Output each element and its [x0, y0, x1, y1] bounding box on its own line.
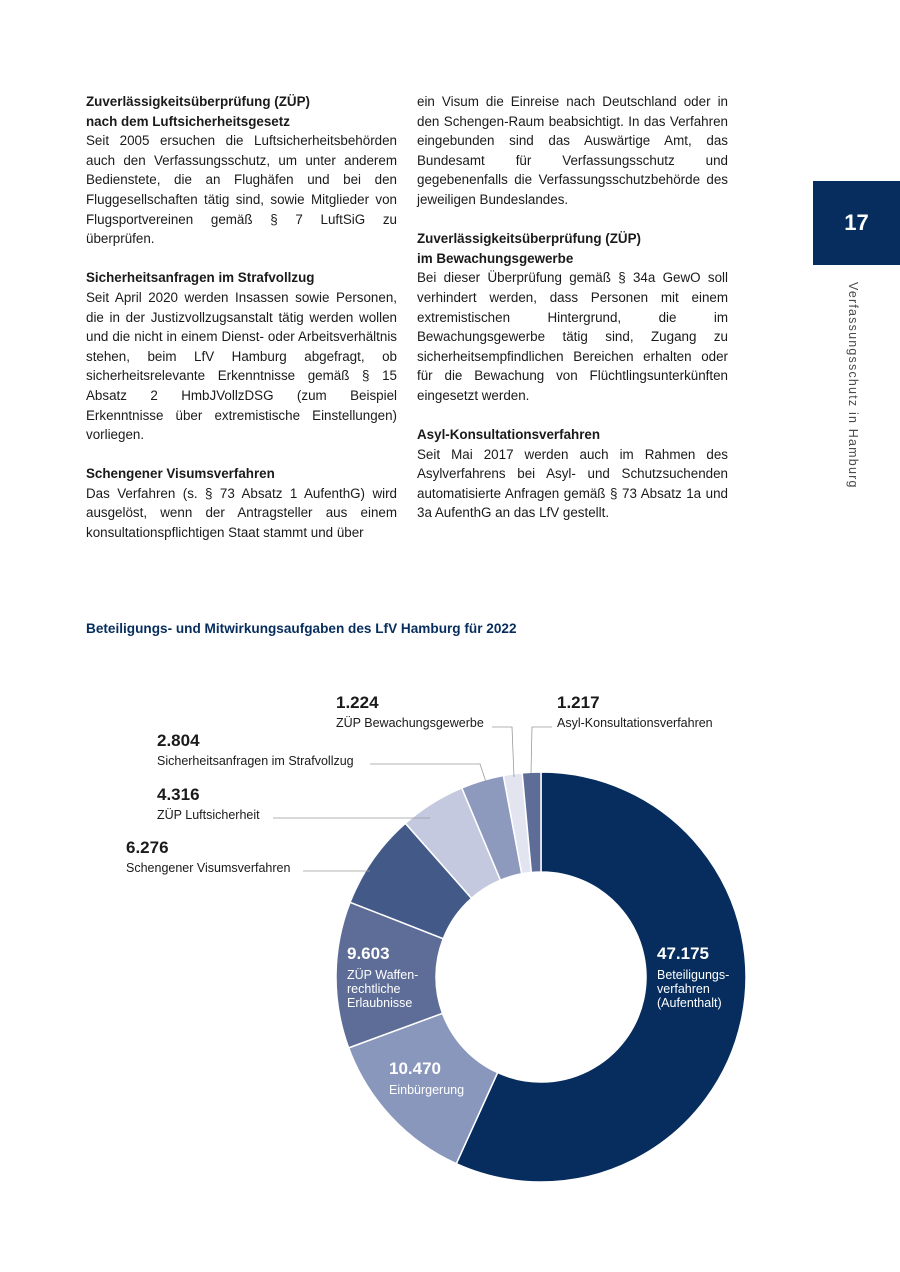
- section-heading: Schengener Visumsverfahren: [86, 466, 275, 482]
- segment-label-3: Schengener Visumsverfahren: [126, 861, 291, 875]
- chart-title: Beteiligungs- und Mitwirkungsaufgaben des LfV Hamburg für 2022: [86, 621, 517, 636]
- segment-label-0: (Aufenthalt): [657, 996, 722, 1010]
- segment-value-3: 6.276: [126, 838, 169, 857]
- segment-label-0: verfahren: [657, 982, 710, 996]
- section-heading: Asyl-Konsultationsverfahren: [417, 427, 601, 443]
- section-text: Seit Mai 2017 werden auch im Rahmen des Asylverfahrens bei Asyl- und Schutzsuchenden automatisierte Anfragen gemäß § 73 Absatz 1a und 3a AufenthG an das LfV gestellt.: [417, 446, 728, 521]
- leader-line-6: [492, 727, 514, 777]
- segment-value-4: 4.316: [157, 785, 200, 804]
- segment-label-2: Erlaubnisse: [347, 996, 413, 1010]
- section-text: Das Verfahren (s. § 73 Absatz 1 AufenthG) wird ausgelöst, wenn der Antragsteller aus einem konsultationspflichtigen Staat stammt und über: [86, 485, 397, 541]
- segment-label-0: Beteiligungs-: [657, 968, 730, 982]
- section-heading: Zuverlässigkeitsüberprüfung (ZÜP) nach dem Luftsicherheitsgesetz: [86, 94, 310, 129]
- chapter-label: Verfassungsschutz in Hamburg: [846, 282, 860, 489]
- segment-label-5: Sicherheitsanfragen im Strafvollzug: [157, 754, 354, 768]
- leader-line-7: [531, 727, 552, 773]
- segment-value-0: 47.175: [657, 944, 709, 963]
- section-text: Seit April 2020 werden Insassen sowie Personen, die in der Justizvollzugsanstalt tätig werden wollen und die nicht in einem Dienst- oder Arbeitsverhältnis stehen, beim LfV Hamburg abgefragt, ob sicherheitsrelevante Erkenntnisse gemäß § 15 Absatz 2 HmbJVollzDSG (zum Beispiel Erkenntnisse über extremistische Einstellungen) vorliegen.: [86, 289, 397, 443]
- section-heading: Sicherheitsanfragen im Strafvollzug: [86, 270, 315, 286]
- section-text: Bei dieser Überprüfung gemäß § 34a GewO soll verhindert werden, dass Personen mit einem extremistischen Hintergrund, die im Bewachungsgewerbe tätig sind, Zugang zu sicherheitsempfindlichen Bereichen erhalten oder für die Bewachung von Flüchtlingsunterkünften eingesetzt werden.: [417, 270, 728, 403]
- segment-label-2: rechtliche: [347, 982, 401, 996]
- leader-line-5: [370, 764, 486, 782]
- segment-value-2: 9.603: [347, 944, 390, 963]
- segment-label-2: ZÜP Waffen-: [347, 968, 419, 982]
- segment-label-6: ZÜP Bewachungsgewerbe: [336, 716, 484, 730]
- section-text: ein Visum die Einreise nach Deutschland oder in den Schengen-Raum beabsichtigt. In das Verfahren eingebunden sind das Auswärtige Amt, das Bundesamt für Verfassungsschutz und gegebenenfalls die Verfassungsschutzbehörde des jeweiligen Bundeslandes.: [417, 94, 728, 207]
- section-text: Seit 2005 ersuchen die Luftsicherheitsbehörden auch den Verfassungsschutz, um unter anderem Bedienstete, die an Flughäfen und bei den Fluggesellschaften tätig sind, sowie Mitglieder von Flugsportvereinen gemäß § 7 LuftSiG zu überprüfen.: [86, 133, 397, 247]
- segment-label-4: ZÜP Luftsicherheit: [157, 808, 260, 822]
- segment-value-7: 1.217: [557, 693, 600, 712]
- segment-value-5: 2.804: [157, 731, 200, 750]
- segment-value-1: 10.470: [389, 1059, 441, 1078]
- page-number: 17: [844, 210, 869, 235]
- segment-label-7: Asyl-Konsultationsverfahren: [557, 716, 713, 730]
- segment-label-1: Einbürgerung: [389, 1083, 465, 1097]
- section-heading: Zuverlässigkeitsüberprüfung (ZÜP) im Bewachungsgewerbe: [417, 231, 641, 266]
- segment-value-6: 1.224: [336, 693, 379, 712]
